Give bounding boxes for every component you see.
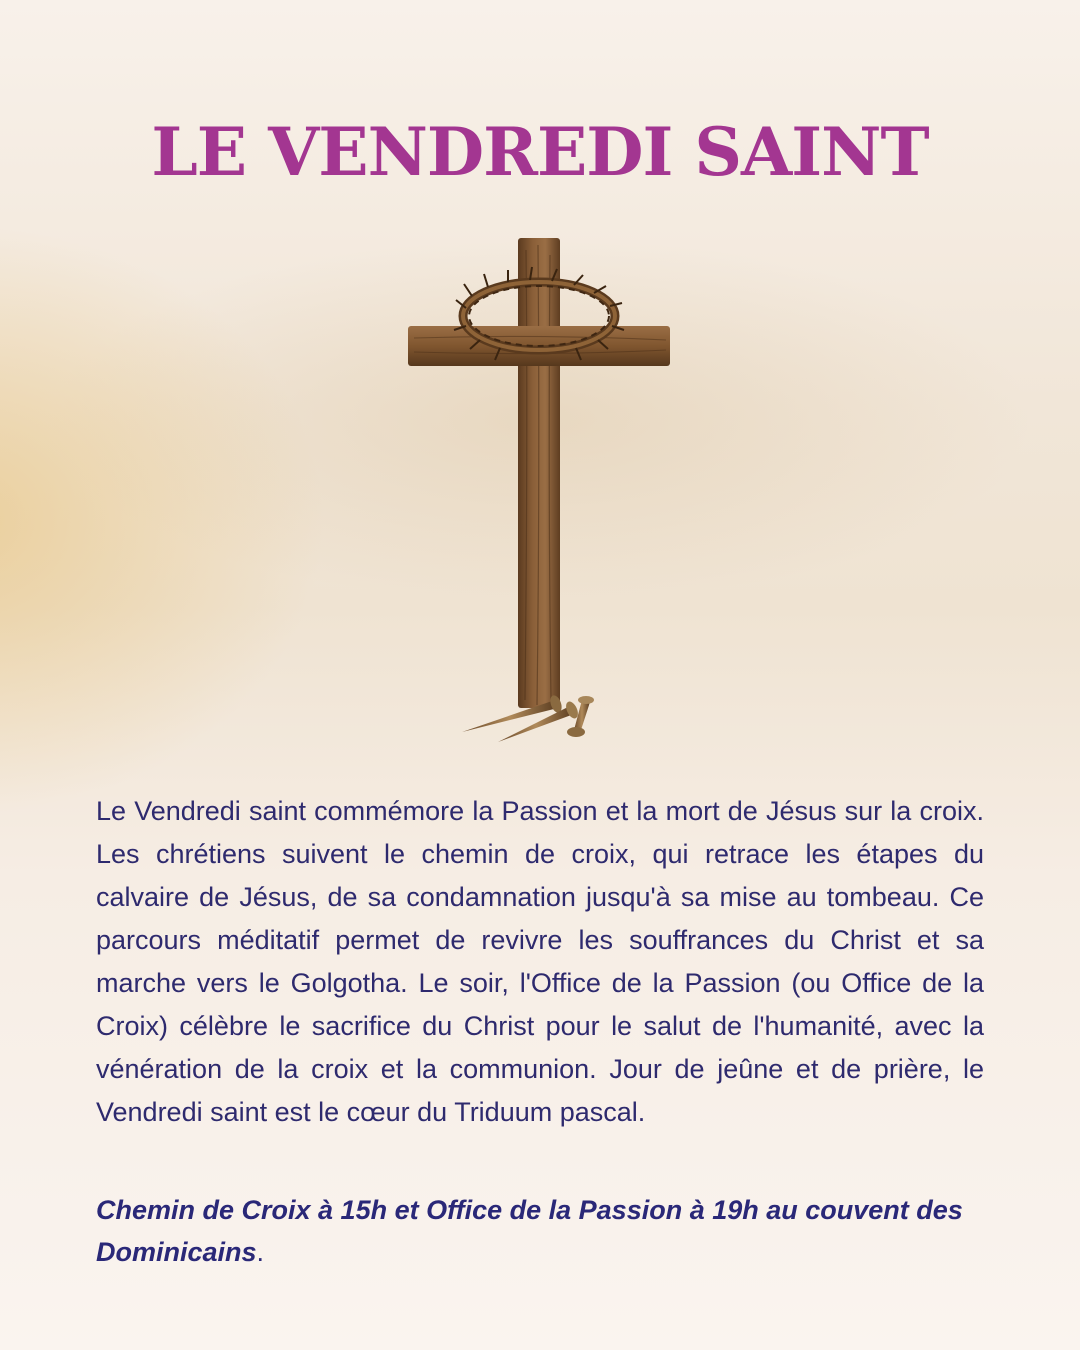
- schedule-highlight: Chemin de Croix à 15h et Office de la Passion à 19h au couvent des Dominicains: [96, 1195, 963, 1267]
- description-paragraph: Le Vendredi saint commémore la Passion et la mort de Jésus sur la croix. Les chrétiens suivent le chemin de croix, qui retrace les étapes du calvaire de Jésus, de sa condamnation jusqu'à sa mise au tombeau. Ce parcours méditatif permet de revivre les souffrances du Christ et sa marche vers le Golgotha. Le soir, l'Office de la Passion (ou Office de la Croix) célèbre le sacrifice du Christ pour le salut de l'humanité, avec la vénération de la croix et la communion. Jour de jeûne et de prière, le Vendredi saint est le cœur du Triduum pascal.: [96, 796, 984, 1127]
- cross-icon: [400, 230, 680, 750]
- schedule-announcement: [96, 1189, 984, 1273]
- page-title: LE VENDREDI SAINT: [151, 113, 929, 191]
- schedule-end-punctuation: .: [256, 1237, 265, 1267]
